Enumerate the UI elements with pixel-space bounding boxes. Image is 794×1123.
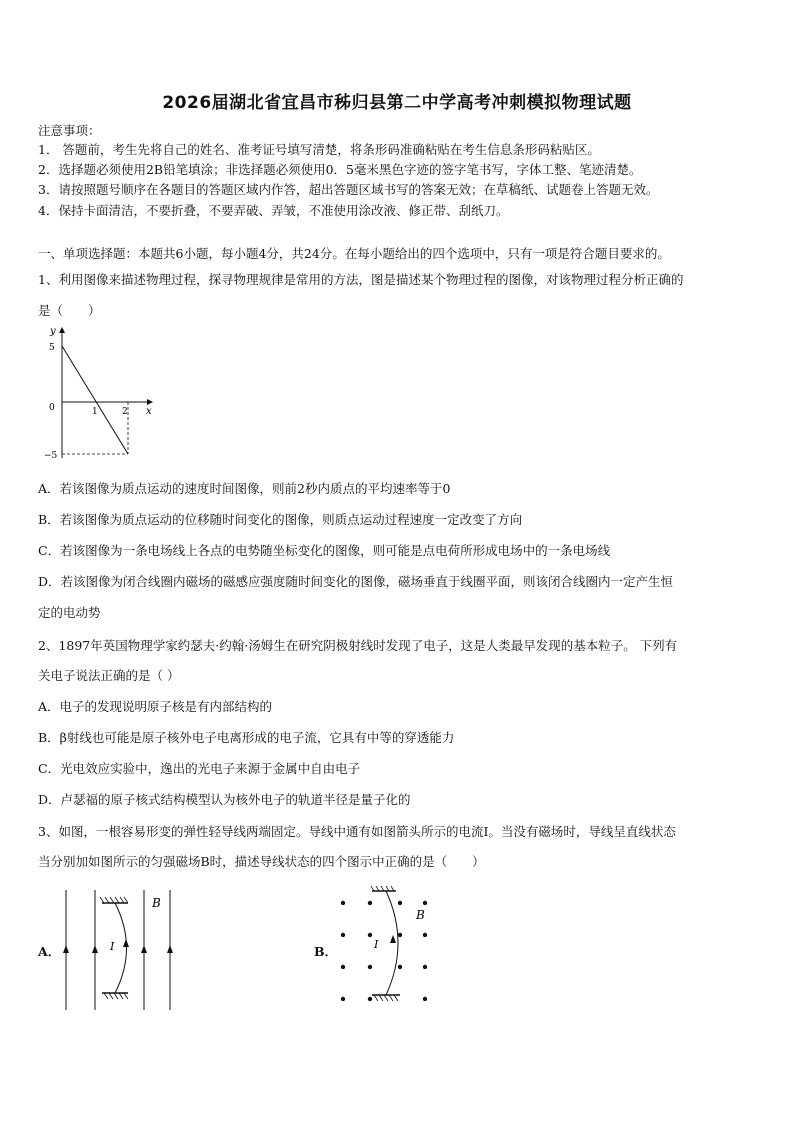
question-3-stem-end: 当分别加如图所示的匀强磁场B时，描述导线状态的四个图示中正确的是（ ） bbox=[38, 854, 485, 869]
curved-wire bbox=[115, 903, 127, 993]
field-label: B bbox=[152, 896, 161, 910]
question-2-stem: 2、1897年英国物理学家约瑟夫·约翰·汤姆生在研究阴极射线时发现了电子，这是人类最早发现的基本粒子。 下列有 bbox=[38, 638, 678, 653]
field-arrow bbox=[167, 945, 173, 953]
field-arrow bbox=[141, 945, 147, 953]
option-d: D．若该图像为闭合线圈内磁场的磁感应强度随时间变化的图像，磁场垂直于线圈平面，则该闭合线圈内一定产生恒 bbox=[38, 574, 674, 589]
support-hatching bbox=[104, 993, 128, 999]
figure-b bbox=[332, 885, 442, 1015]
option-d-continued: 定的电动势 bbox=[38, 605, 101, 620]
field-label: B bbox=[416, 908, 425, 922]
option-c: C．若该图像为一条电场线上各点的电势随坐标变化的图像，则可能是点电荷所形成电场中的一条电场线 bbox=[38, 543, 611, 558]
question-1-stem-end: 是（ ） bbox=[38, 303, 101, 318]
question-3-stem: 3、如图，一根容易形变的弹性轻导线两端固定。导线中通有如图箭头所示的电流I。当没有磁场时，导线呈直线状态 bbox=[38, 824, 676, 839]
origin-label: 0 bbox=[49, 403, 55, 413]
field-arrow bbox=[92, 945, 98, 953]
section-heading: 一、单项选择题：本题共6小题，每小题4分，共24分。在每小题给出的四个选项中，只有一项是符合题目要求的。 bbox=[38, 246, 670, 261]
field-arrow bbox=[63, 945, 69, 953]
figure-b-label: B． bbox=[314, 944, 338, 959]
option-a: A．若该图像为质点运动的速度时间图像，则前2秒内质点的平均速率等于0 bbox=[38, 481, 451, 496]
option-c: C．光电效应实验中，逸出的光电子来源于金属中自由电子 bbox=[38, 761, 361, 776]
figure-a-label: A． bbox=[38, 944, 61, 959]
option-a: A．电子的发现说明原子核是有内部结构的 bbox=[38, 699, 273, 714]
page-title: 2026届湖北省宜昌市秭归县第二中学高考冲刺模拟物理试题 bbox=[162, 93, 632, 113]
figure-a bbox=[58, 885, 188, 1015]
option-b: B．若该图像为质点运动的位移随时间变化的图像，则质点运动过程速度一定改变了方向 bbox=[38, 512, 523, 527]
notice-item: 4．保持卡面清洁，不要折叠，不要弄破、弄皱，不准使用涂改液、修正带、刮纸刀。 bbox=[38, 203, 509, 218]
x-tick-2: 2 bbox=[122, 407, 128, 417]
current-arrow bbox=[123, 939, 129, 947]
option-b: B．β射线也可能是原子核外电子电离形成的电子流，它具有中等的穿透能力 bbox=[38, 730, 455, 745]
notice-heading: 注意事项： bbox=[38, 123, 101, 138]
support-hatching bbox=[100, 897, 128, 903]
support-hatching bbox=[374, 995, 398, 1001]
y-tick-neg5: −5 bbox=[44, 451, 58, 461]
current-arrow bbox=[390, 935, 396, 943]
notice-item: 3．请按照题号顺序在各题目的答题区域内作答，超出答题区域书写的答案无效；在草稿纸、试题卷上答题无效。 bbox=[38, 182, 659, 197]
option-d: D．卢瑟福的原子核式结构模型认为核外电子的轨道半径是量子化的 bbox=[38, 792, 411, 807]
graph-line bbox=[62, 346, 128, 454]
current-label: I bbox=[374, 938, 379, 951]
x-axis-label: x bbox=[146, 406, 152, 417]
current-label: I bbox=[110, 940, 115, 953]
notice-item: 2．选择题必须使用2B铅笔填涂；非选择题必须使用0．5毫米黑色字迹的签字笔书写，字体工整、笔迹清楚。 bbox=[38, 162, 642, 177]
question-1-graph bbox=[40, 322, 170, 462]
y-tick-5: 5 bbox=[49, 343, 55, 353]
field-dots bbox=[341, 901, 427, 1001]
notice-item: 1． 答题前，考生先将自己的姓名、准考证号填写清楚，将条形码准确粘贴在考生信息条形码粘贴区。 bbox=[38, 142, 600, 157]
question-1-stem: 1、利用图像来描述物理过程，探寻物理规律是常用的方法，图是描述某个物理过程的图像，对该物理过程分析正确的 bbox=[38, 272, 684, 287]
x-tick-1: 1 bbox=[92, 407, 98, 417]
question-2-stem-end: 关电子说法正确的是（ ） bbox=[38, 668, 180, 683]
y-axis-label: y bbox=[50, 326, 56, 337]
